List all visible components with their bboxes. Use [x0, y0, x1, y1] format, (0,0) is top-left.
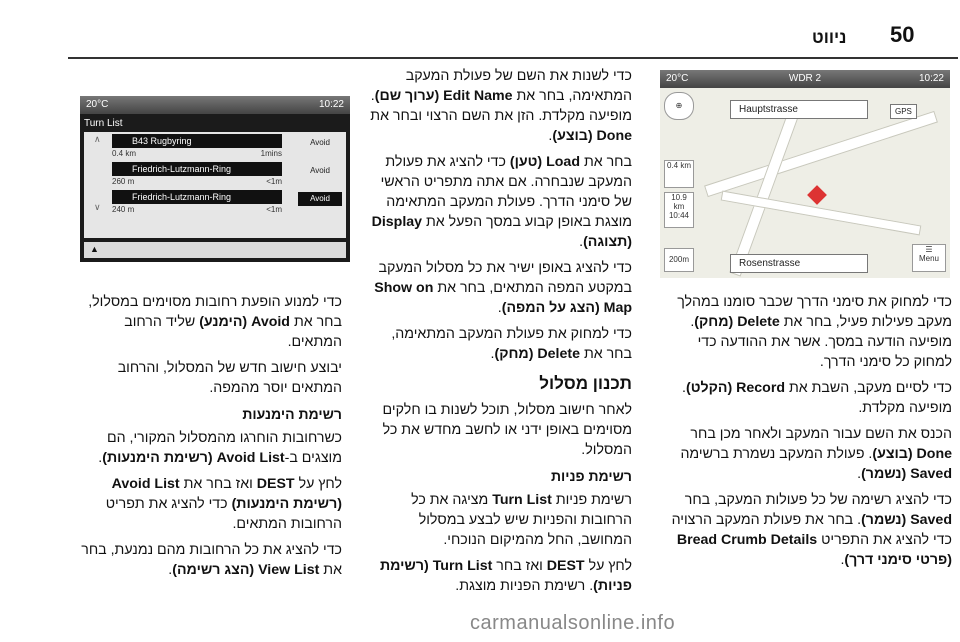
turn-list-item[interactable]: B43 Rugbyring	[112, 134, 282, 148]
paragraph: לחץ על DEST ואז בחר את Avoid List (רשימת הימנעות) כדי להציג את תפריט הרחובות המתאים.	[105, 476, 342, 532]
watermark: carmanualsonline.info	[470, 612, 676, 634]
street-name-bottom: Rosenstrasse	[730, 254, 868, 273]
arrival-time: 10:44	[668, 211, 690, 220]
vehicle-position-icon	[807, 185, 827, 205]
turn-list-item-details: 260 m <1m	[112, 177, 282, 186]
paragraph: רשימת פניות Turn List מציגה את כל הרחובות והפניות שיש לבצע במסלול המחושב, החל מהמיקום הנוכחי.	[411, 492, 632, 548]
scroll-up-icon[interactable]: ∧	[94, 134, 101, 144]
gps-indicator: GPS	[890, 104, 917, 119]
temperature: 20°C	[666, 73, 689, 84]
text-column-middle	[368, 66, 632, 602]
paragraph: כדי לסיים מעקב, השבת את Record (הקלט). מופיעה מקלדת.	[682, 380, 952, 416]
menu-icon: ☰	[925, 245, 933, 254]
street-name-top: Hauptstrasse	[730, 100, 868, 119]
compass-icon[interactable]: ⊕	[664, 92, 694, 120]
turn-list-panel	[84, 132, 346, 238]
page-title: ניווט	[812, 28, 847, 47]
paragraph: כדי להציג רשימה של כל פעולות המעקב, בחר Saved (נשמר). בחר את פעולת המעקב הרצויה כדי להציג את התפריט Bread Crumb Details (פרטי סימני דרך).	[671, 492, 952, 568]
distance-panel	[664, 160, 694, 188]
menu-button[interactable]: ☰ Menu	[912, 244, 946, 272]
avoid-button[interactable]: Avoid	[298, 192, 342, 206]
paragraph: כדי למנוע הופעת רחובות מסוימים במסלול, בחר את Avoid (הימנע) שליד הרחוב המתאים.	[88, 294, 342, 350]
radio-station: WDR 2	[788, 73, 822, 84]
page-header	[0, 0, 960, 60]
section-heading: תכנון מסלול	[539, 374, 632, 393]
turn-list-screenshot	[80, 96, 350, 262]
text-column-right	[660, 292, 952, 576]
header-rule	[68, 57, 958, 59]
paragraph: יבוצע חישוב חדש של המסלול, והרחוב המתאים יוסר מהמפה.	[117, 360, 342, 396]
home-icon[interactable]: ▲	[90, 244, 99, 254]
turn-list-item[interactable]: Friedrich-Lutzmann-Ring	[112, 190, 282, 204]
footer-bar	[84, 242, 346, 258]
clock: 10:22	[918, 73, 944, 84]
avoid-button[interactable]: Avoid	[310, 166, 330, 175]
trip-panel	[664, 192, 694, 228]
map-road	[729, 101, 803, 276]
screen-title: Turn List	[84, 118, 123, 129]
status-bar	[80, 96, 350, 114]
text-column-left	[80, 292, 342, 586]
paragraph: הכנס את השם עבור המעקב ולאחר מכן בחר Done (בוצע). פעולת המעקב נשמרת ברשימה Saved (נשמר).	[680, 426, 952, 482]
paragraph: כדי למחוק את פעולת המעקב המתאימה, בחר את Delete (מחק).	[391, 326, 632, 362]
paragraph: כדי להציג את כל הרחובות מהם נמנעת, בחר את View List (הצג רשימה).	[81, 542, 342, 578]
page-number: 50	[890, 22, 915, 47]
paragraph: כדי למחוק את סימני הדרך שכבר סומנו במהלך מעקב פעילות פעיל, בחר את Delete (מחק). מופיעה הודעה במסך. אשר את ההודעה כדי למחוק כל סימני הדרך.	[677, 294, 952, 370]
clock: 10:22	[318, 99, 344, 110]
subsection-heading: רשימת הימנעות	[242, 406, 342, 422]
scroll-down-icon[interactable]: ∨	[94, 202, 101, 212]
turn-list-item-details: 240 m <1m	[112, 205, 282, 214]
distance-to-turn: 0.4 km	[666, 161, 691, 170]
paragraph: כדי להציג באופן ישיר את כל מסלול המעקב במקטע המפה המתאים, בחר את Show on Map (הצג על המפה).	[374, 260, 632, 316]
map-area	[660, 88, 950, 278]
turn-list-item-details: 0.4 km 1mins	[112, 149, 282, 158]
map-road	[704, 111, 938, 197]
avoid-button[interactable]: Avoid	[310, 138, 330, 147]
distance-remaining: 10.9 km	[671, 193, 687, 211]
subsection-heading: רשימת פניות	[550, 468, 632, 484]
zoom-level[interactable]: 200m	[664, 248, 694, 272]
navigation-map-screenshot	[660, 70, 950, 278]
paragraph: כשרחובות הוחרגו מהמסלול המקורי, הם מוצגים ב-Avoid List (רשימת הימנעות).	[98, 430, 342, 466]
temperature: 20°C	[86, 99, 109, 110]
status-bar	[660, 70, 950, 88]
paragraph: כדי לשנות את השם של פעולת המעקב המתאימה, בחר את Edit Name (ערוך שם). מופיעה מקלדת. הזן את השם הרצוי ובחר את Done (בוצע).	[370, 68, 632, 144]
paragraph: לחץ על DEST ואז בחר Turn List (רשימת פניות). רשימת הפניות מוצגת.	[379, 558, 632, 594]
paragraph: לאחר חישוב מסלול, תוכל לשנות בו חלקים מסוימים באופן ידני או לחשב מחדש את כל המסלול.	[382, 402, 632, 458]
paragraph: בחר את Load (טען) כדי להציג את פעולת המעקב שנבחרה. אם אתה מתפריט הראשי של סימני הדרך. פעולת המעקב המתאימה מוצגת באופן קבוע במסך הפעל את Display (תצוגה).	[371, 154, 632, 250]
turn-list-item[interactable]: Friedrich-Lutzmann-Ring	[112, 162, 282, 176]
